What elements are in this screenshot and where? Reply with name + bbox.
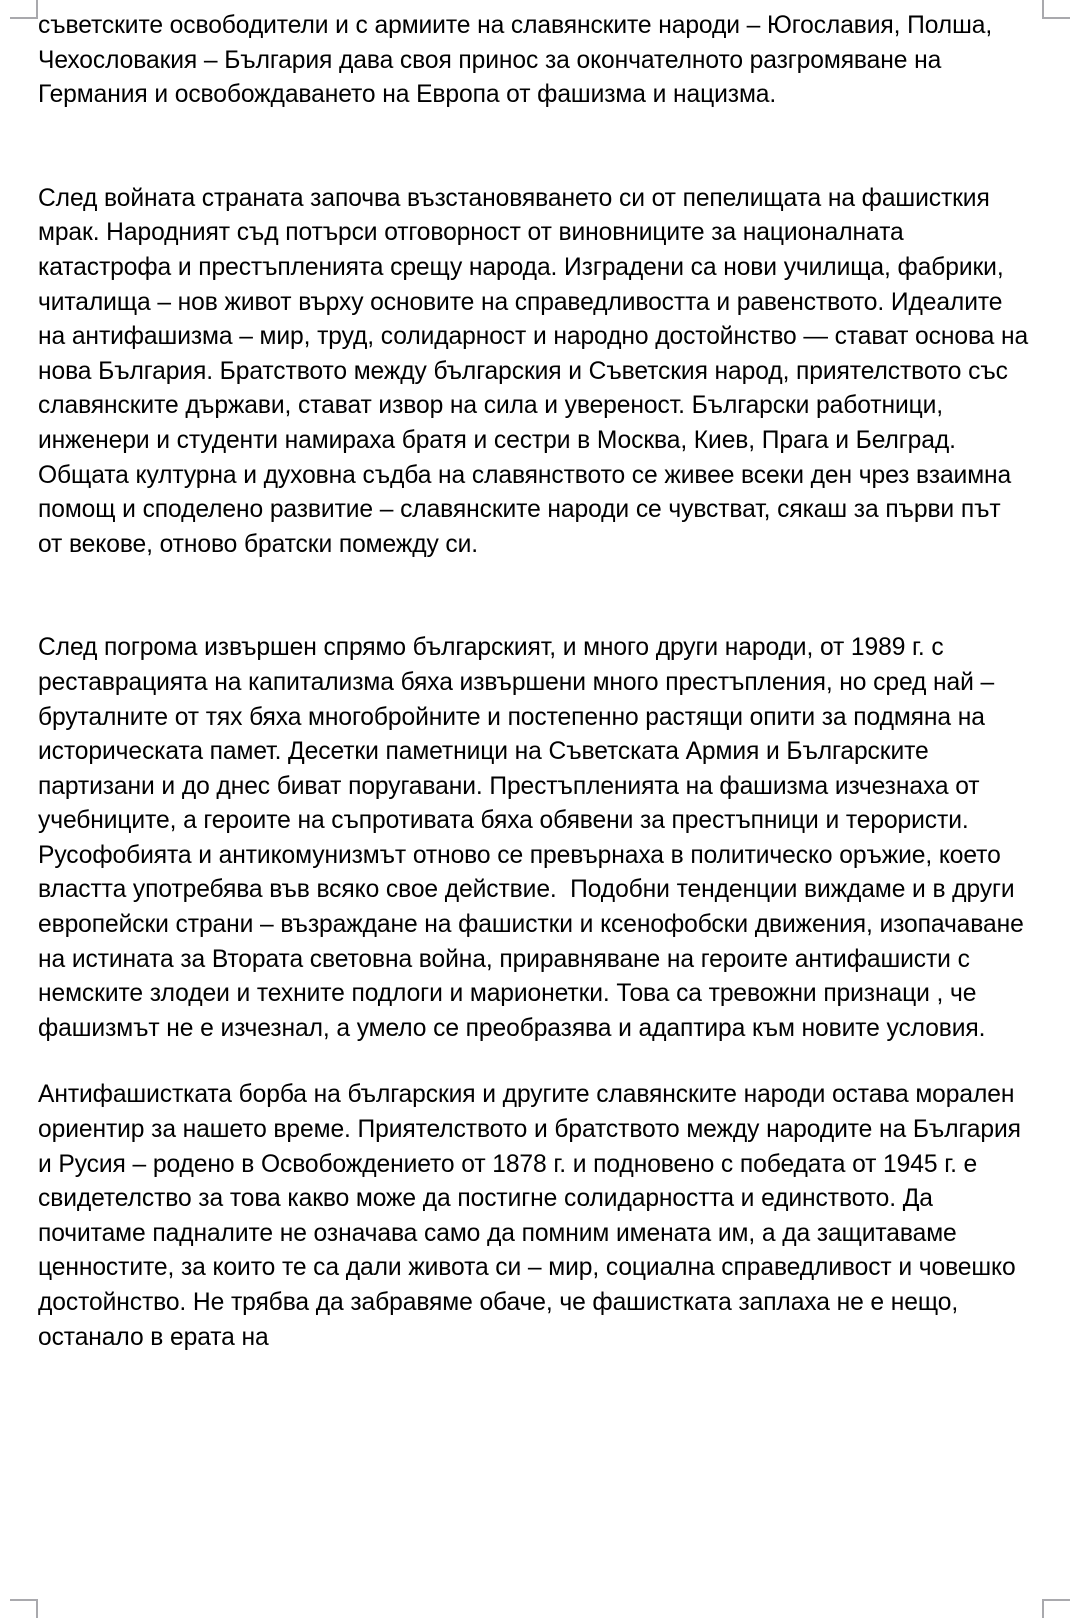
crop-mark-bottom-left-icon <box>10 1599 38 1618</box>
crop-mark-top-left-icon <box>10 0 38 19</box>
crop-mark-bottom-right-icon <box>1042 1599 1070 1618</box>
paragraph-3: След погрома извършен спрямо българският, и много други народи, от 1989 г. с реставрацията на капитализма бяха извършени много престъпления, но сред най – бруталните от тях бяха многобройните и постепенно растящи опити за подмяна на историческата памет. Десетки паметници на Съветската Армия и Българските партизани и до днес биват поругавани. Престъпленията на фашизма изчезнаха от учебниците, а героите на съпротивата бяха обявени за престъпници и терористи. Русофобията и антикомунизмът отново се превърнаха в политическо оръжие, което властта употребява във всяко свое действие. Подобни тенденции виждаме и в други европейски страни – възраждане на фашистки и ксенофобски движения, изопачаване на истината за Втората световна война, приравняване на героите антифашисти с немските злодеи и техните подлоги и марионетки. Това са тревожни признаци , че фашизмът не е изчезнал, а умело се преобразява и адаптира към новите условия. <box>38 633 1031 1042</box>
document-text-column <box>38 8 1044 1354</box>
paragraph-2: След войната страната започва възстановяването си от пепелищата на фашисткия мрак. Народният съд потърси отговорност от виновниците за националната катастрофа и престъпленията срещу народа. Изградени са нови училища, фабрики, читалища – нов живот върху основите на справедливостта и равенството. Идеалите на антифашизма – мир, труд, солидарност и народно достойнство — стават основа на нова България. Братството между българския и Съветския народ, приятелството със славянските държави, стават извор на сила и увереност. Български работници, инженери и студенти намираха братя и сестри в Москва, Киев, Прага и Белград. Общата културна и духовна съдба на славянството се живее всеки ден чрез взаимна помощ и споделено развитие – славянските народи се чувстват, сякаш за първи път от векове, отново братски помежду си. <box>38 183 1035 558</box>
crop-mark-top-right-icon <box>1042 0 1070 19</box>
paragraph-4: Антифашистката борба на българския и другите славянските народи остава морален ориентир за нашето време. Приятелството и братството между народите на България и Русия – родено в Освобождението от 1878 г. и подновено с победата от 1945 г. е свидетелство за това какво може да постигне солидарността и единството. Да почитаме падналите не означава само да помним имената им, а да защитаваме ценностите, за които те са дали живота си – мир, социална справедливост и човешко достойнство. Не трябва да забравяме обаче, че фашистката заплаха не е нещо, останало в ерата на <box>38 1080 1028 1351</box>
paragraph-1: съветските освободители и с армиите на славянските народи – Югославия, Полша, Чехословакия – България дава своя принос за окончателното разгромяване на Германия и освобождаването на Европа от фашизма и нацизма. <box>38 11 999 109</box>
